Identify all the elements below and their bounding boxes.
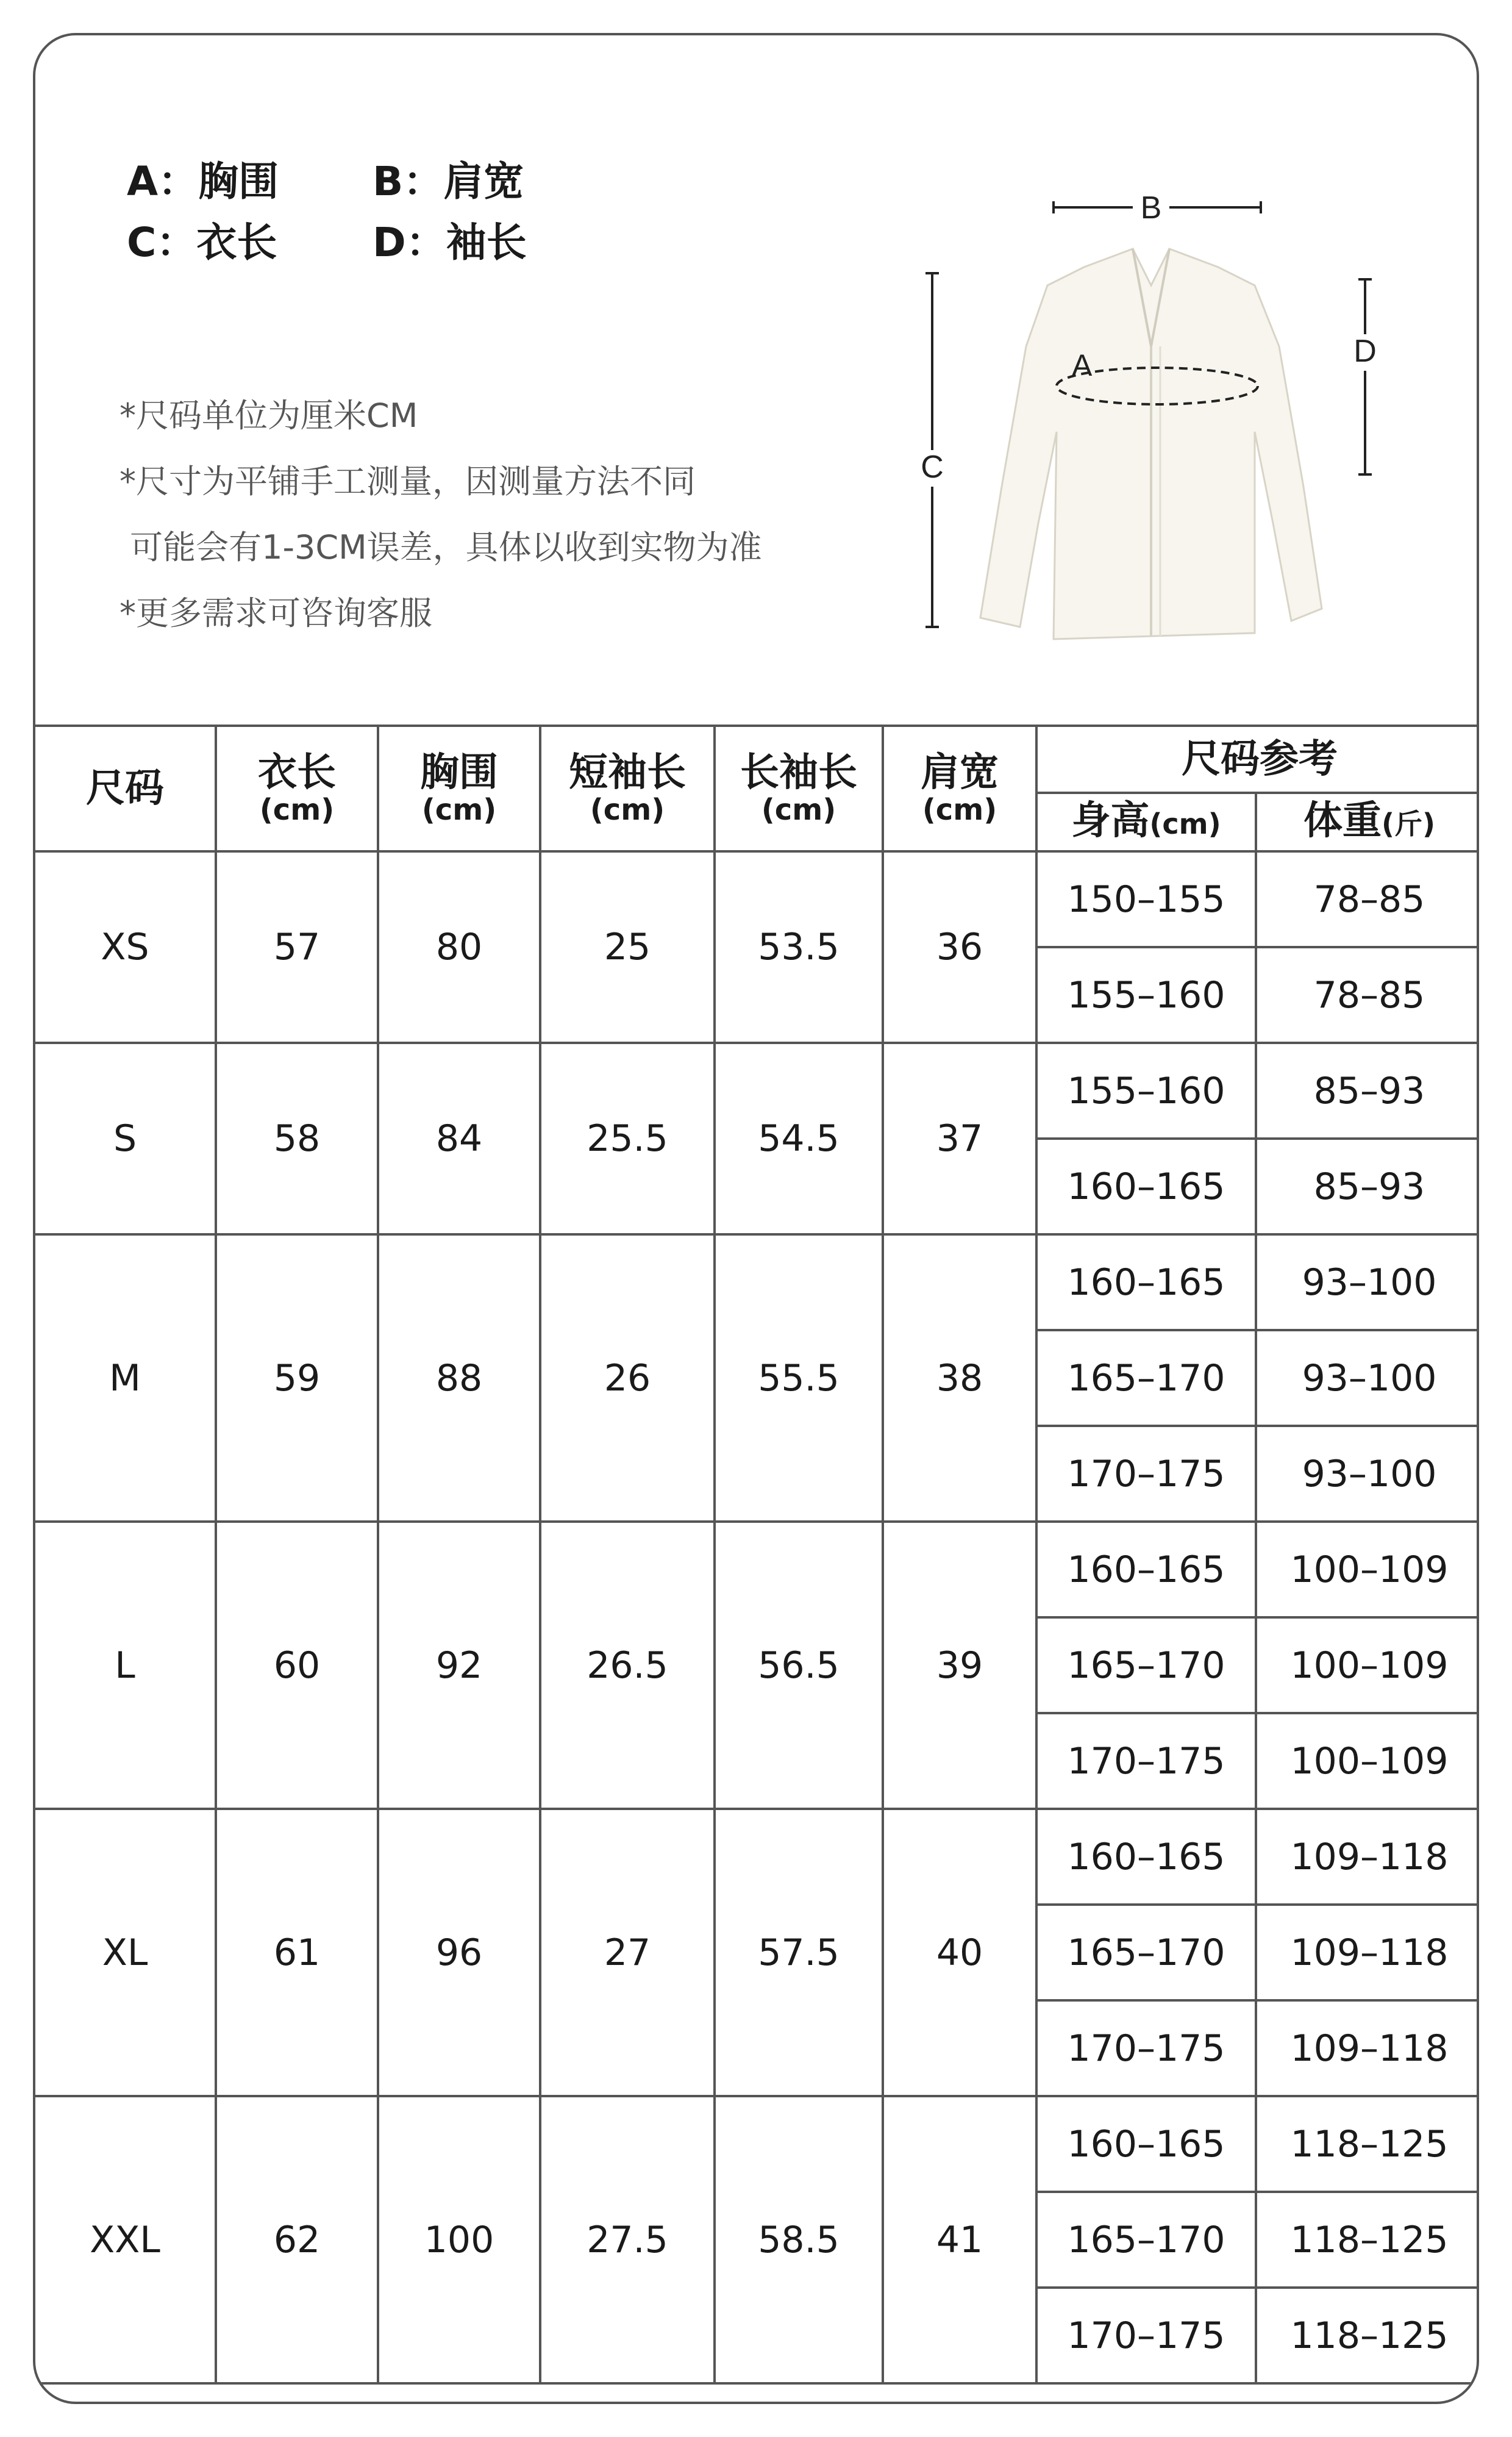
cell-short-sleeve: 27.5 [540, 2096, 715, 2383]
note-measure: *尺寸为平铺手工测量，因测量方法不同 [119, 462, 696, 501]
cell-chest: 100 [378, 2096, 540, 2383]
table-row [35, 1043, 1479, 1139]
legend-length: C：衣长 [127, 219, 277, 266]
size-notes [119, 383, 762, 646]
legend-sleeve: D：袖长 [372, 219, 527, 266]
header-size: 尺码 [35, 726, 216, 851]
cell-length: 62 [216, 2096, 378, 2383]
cell-shoulder: 40 [883, 1809, 1036, 2096]
cell-height: 160–165 [1036, 1139, 1256, 1234]
garment-diagram [889, 145, 1407, 694]
cell-short-sleeve: 26 [540, 1234, 715, 1522]
cell-long-sleeve: 54.5 [715, 1043, 883, 1234]
cell-weight: 78–85 [1256, 851, 1479, 947]
measurement-legend [127, 151, 527, 273]
legend-chest: A：胸围 [127, 158, 279, 205]
cell-weight: 93–100 [1256, 1330, 1479, 1426]
cell-length: 58 [216, 1043, 378, 1234]
note-service: *更多需求可咨询客服 [119, 594, 432, 632]
cell-size: XXL [35, 2096, 216, 2383]
cell-length: 60 [216, 1522, 378, 1809]
cell-height: 170–175 [1036, 1713, 1256, 1809]
cell-size: M [35, 1234, 216, 1522]
cell-chest: 92 [378, 1522, 540, 1809]
cell-weight: 100–109 [1256, 1522, 1479, 1617]
cell-chest: 88 [378, 1234, 540, 1522]
cell-height: 165–170 [1036, 1330, 1256, 1426]
cell-height: 170–175 [1036, 2288, 1256, 2383]
cell-shoulder: 38 [883, 1234, 1036, 1522]
label-b: B [1140, 190, 1162, 226]
cell-length: 59 [216, 1234, 378, 1522]
cell-weight: 118–125 [1256, 2288, 1479, 2383]
table-row [35, 851, 1479, 947]
cell-chest: 84 [378, 1043, 540, 1234]
label-a: A [1072, 348, 1093, 382]
header-weight: 体重(斤) [1256, 793, 1479, 851]
cell-height: 155–160 [1036, 947, 1256, 1043]
cell-height: 160–165 [1036, 2096, 1256, 2192]
cell-long-sleeve: 58.5 [715, 2096, 883, 2383]
cell-weight: 109–118 [1256, 1809, 1479, 1905]
cell-weight: 118–125 [1256, 2192, 1479, 2288]
header-long-sleeve: 长袖长 (cm) [715, 726, 883, 851]
cell-weight: 109–118 [1256, 1905, 1479, 2000]
cell-chest: 80 [378, 851, 540, 1043]
cell-short-sleeve: 26.5 [540, 1522, 715, 1809]
cell-shoulder: 41 [883, 2096, 1036, 2383]
note-error: 可能会有1-3CM误差，具体以收到实物为准 [119, 528, 762, 567]
header-reference: 尺码参考 [1036, 726, 1479, 793]
table-row [35, 1809, 1479, 1905]
cell-weight: 78–85 [1256, 947, 1479, 1043]
cell-weight: 100–109 [1256, 1713, 1479, 1809]
cell-size: XS [35, 851, 216, 1043]
cell-height: 165–170 [1036, 2192, 1256, 2288]
cell-length: 57 [216, 851, 378, 1043]
cell-short-sleeve: 25 [540, 851, 715, 1043]
sleeve-marker [1358, 279, 1372, 474]
table-row [35, 2096, 1479, 2192]
cell-weight: 93–100 [1256, 1426, 1479, 1522]
legend-shoulder: B：肩宽 [372, 158, 524, 205]
cell-length: 61 [216, 1809, 378, 2096]
cell-height: 160–165 [1036, 1234, 1256, 1330]
header-height: 身高(cm) [1036, 793, 1256, 851]
cell-weight: 100–109 [1256, 1617, 1479, 1713]
cell-size: S [35, 1043, 216, 1234]
cell-shoulder: 36 [883, 851, 1036, 1043]
cell-shoulder: 37 [883, 1043, 1036, 1234]
cell-short-sleeve: 27 [540, 1809, 715, 2096]
cell-weight: 85–93 [1256, 1043, 1479, 1139]
cell-long-sleeve: 53.5 [715, 851, 883, 1043]
cell-size: XL [35, 1809, 216, 2096]
size-table [35, 725, 1479, 2385]
cell-height: 150–155 [1036, 851, 1256, 947]
cell-chest: 96 [378, 1809, 540, 2096]
label-d: D [1353, 334, 1377, 369]
cell-shoulder: 39 [883, 1522, 1036, 1809]
table-row [35, 1234, 1479, 1330]
cell-height: 160–165 [1036, 1522, 1256, 1617]
cell-height: 160–165 [1036, 1809, 1256, 1905]
header-short-sleeve: 短袖长 (cm) [540, 726, 715, 851]
cell-height: 170–175 [1036, 1426, 1256, 1522]
cell-weight: 85–93 [1256, 1139, 1479, 1234]
cell-height: 155–160 [1036, 1043, 1256, 1139]
header-chest: 胸围 (cm) [378, 726, 540, 851]
size-chart-card [33, 33, 1479, 2404]
cell-height: 165–170 [1036, 1905, 1256, 2000]
cell-long-sleeve: 56.5 [715, 1522, 883, 1809]
blouse-shape [980, 249, 1322, 639]
label-c: C [921, 449, 944, 485]
cell-long-sleeve: 57.5 [715, 1809, 883, 2096]
cell-weight: 109–118 [1256, 2000, 1479, 2096]
cell-size: L [35, 1522, 216, 1809]
cell-weight: 93–100 [1256, 1234, 1479, 1330]
cell-height: 165–170 [1036, 1617, 1256, 1713]
size-table-body [35, 851, 1479, 2383]
cell-weight: 118–125 [1256, 2096, 1479, 2192]
cell-height: 170–175 [1036, 2000, 1256, 2096]
note-unit: *尺码单位为厘米CM [119, 396, 418, 435]
header-length: 衣长 (cm) [216, 726, 378, 851]
cell-long-sleeve: 55.5 [715, 1234, 883, 1522]
table-row [35, 1522, 1479, 1617]
header-shoulder: 肩宽 (cm) [883, 726, 1036, 851]
cell-short-sleeve: 25.5 [540, 1043, 715, 1234]
blouse-illustration [889, 145, 1407, 694]
